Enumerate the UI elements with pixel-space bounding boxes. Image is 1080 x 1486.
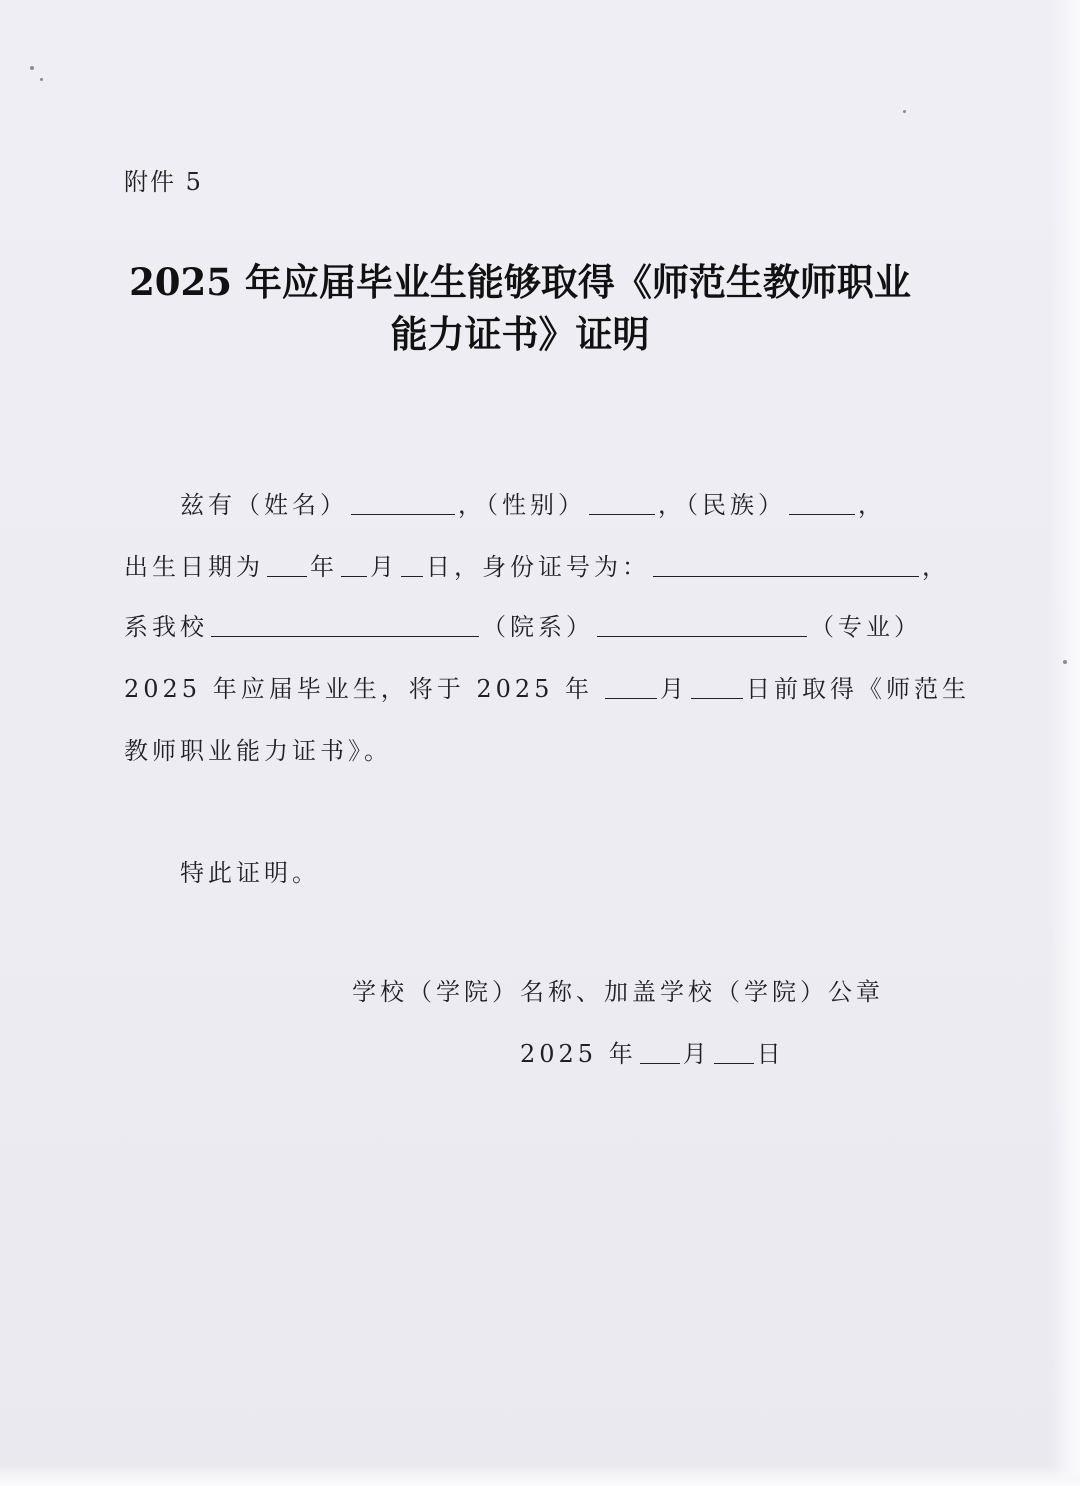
body-text: （院系） <box>482 613 594 641</box>
body-line-2 <box>124 546 950 582</box>
body-line-4 <box>124 668 970 704</box>
body-text: 月 <box>660 675 689 703</box>
certificate-day-blank[interactable] <box>691 696 743 699</box>
signature-date <box>520 1034 785 1069</box>
closing-statement <box>180 852 320 888</box>
date-month-text: 月 <box>682 1040 711 1068</box>
scan-edge-right <box>1050 0 1080 1486</box>
signature-month-blank[interactable] <box>640 1061 680 1064</box>
certificate-month-blank[interactable] <box>605 696 657 699</box>
body-text: ， <box>858 491 886 519</box>
ethnicity-blank[interactable] <box>789 512 855 515</box>
body-text: ，（民族） <box>658 491 786 519</box>
major-blank[interactable] <box>597 634 807 637</box>
signature-org-line <box>352 972 884 1007</box>
scan-speck <box>40 78 43 81</box>
id-number-blank[interactable] <box>653 574 919 577</box>
signature-day-blank[interactable] <box>714 1061 754 1064</box>
scan-speck <box>1063 660 1067 664</box>
body-text: 2025 年应届毕业生，将于 2025 年 <box>124 675 594 703</box>
birth-month-blank[interactable] <box>341 574 367 577</box>
body-text: 系我校 <box>124 613 208 641</box>
attachment-label: 附件 5 <box>124 168 203 196</box>
signature-text: 学校（学院）名称、加盖学校（学院）公章 <box>352 978 884 1006</box>
date-day-text: 日 <box>756 1040 785 1068</box>
body-text: 出生日期为 <box>124 553 264 581</box>
name-blank[interactable] <box>351 512 455 515</box>
department-blank[interactable] <box>211 634 479 637</box>
scan-edge-bottom <box>0 1464 1080 1486</box>
body-text: 日前取得《师范生 <box>746 675 971 703</box>
body-line-5 <box>124 730 392 766</box>
birth-year-blank[interactable] <box>267 574 307 577</box>
body-text: ，（性别） <box>458 491 586 519</box>
body-text: 月 <box>370 553 398 581</box>
body-text: ， <box>922 553 950 581</box>
date-year-text: 2025 年 <box>520 1040 637 1068</box>
body-text: 日，身份证号为： <box>426 553 650 581</box>
body-line-3 <box>124 606 922 642</box>
document-title-line1: 2025 年应届毕业生能够取得《师范生教师职业 <box>129 260 911 304</box>
body-text: 特此证明。 <box>180 859 320 887</box>
body-text: 兹有（姓名） <box>180 491 348 519</box>
body-text: 教师职业能力证书》。 <box>124 737 392 765</box>
body-text: （专业） <box>810 613 922 641</box>
birth-day-blank[interactable] <box>401 574 423 577</box>
body-line-1 <box>180 484 886 520</box>
scan-speck <box>30 66 34 70</box>
scan-speck <box>903 110 906 113</box>
gender-blank[interactable] <box>589 512 655 515</box>
document-title-line2: 能力证书》证明 <box>390 312 650 356</box>
body-text: 年 <box>310 553 338 581</box>
